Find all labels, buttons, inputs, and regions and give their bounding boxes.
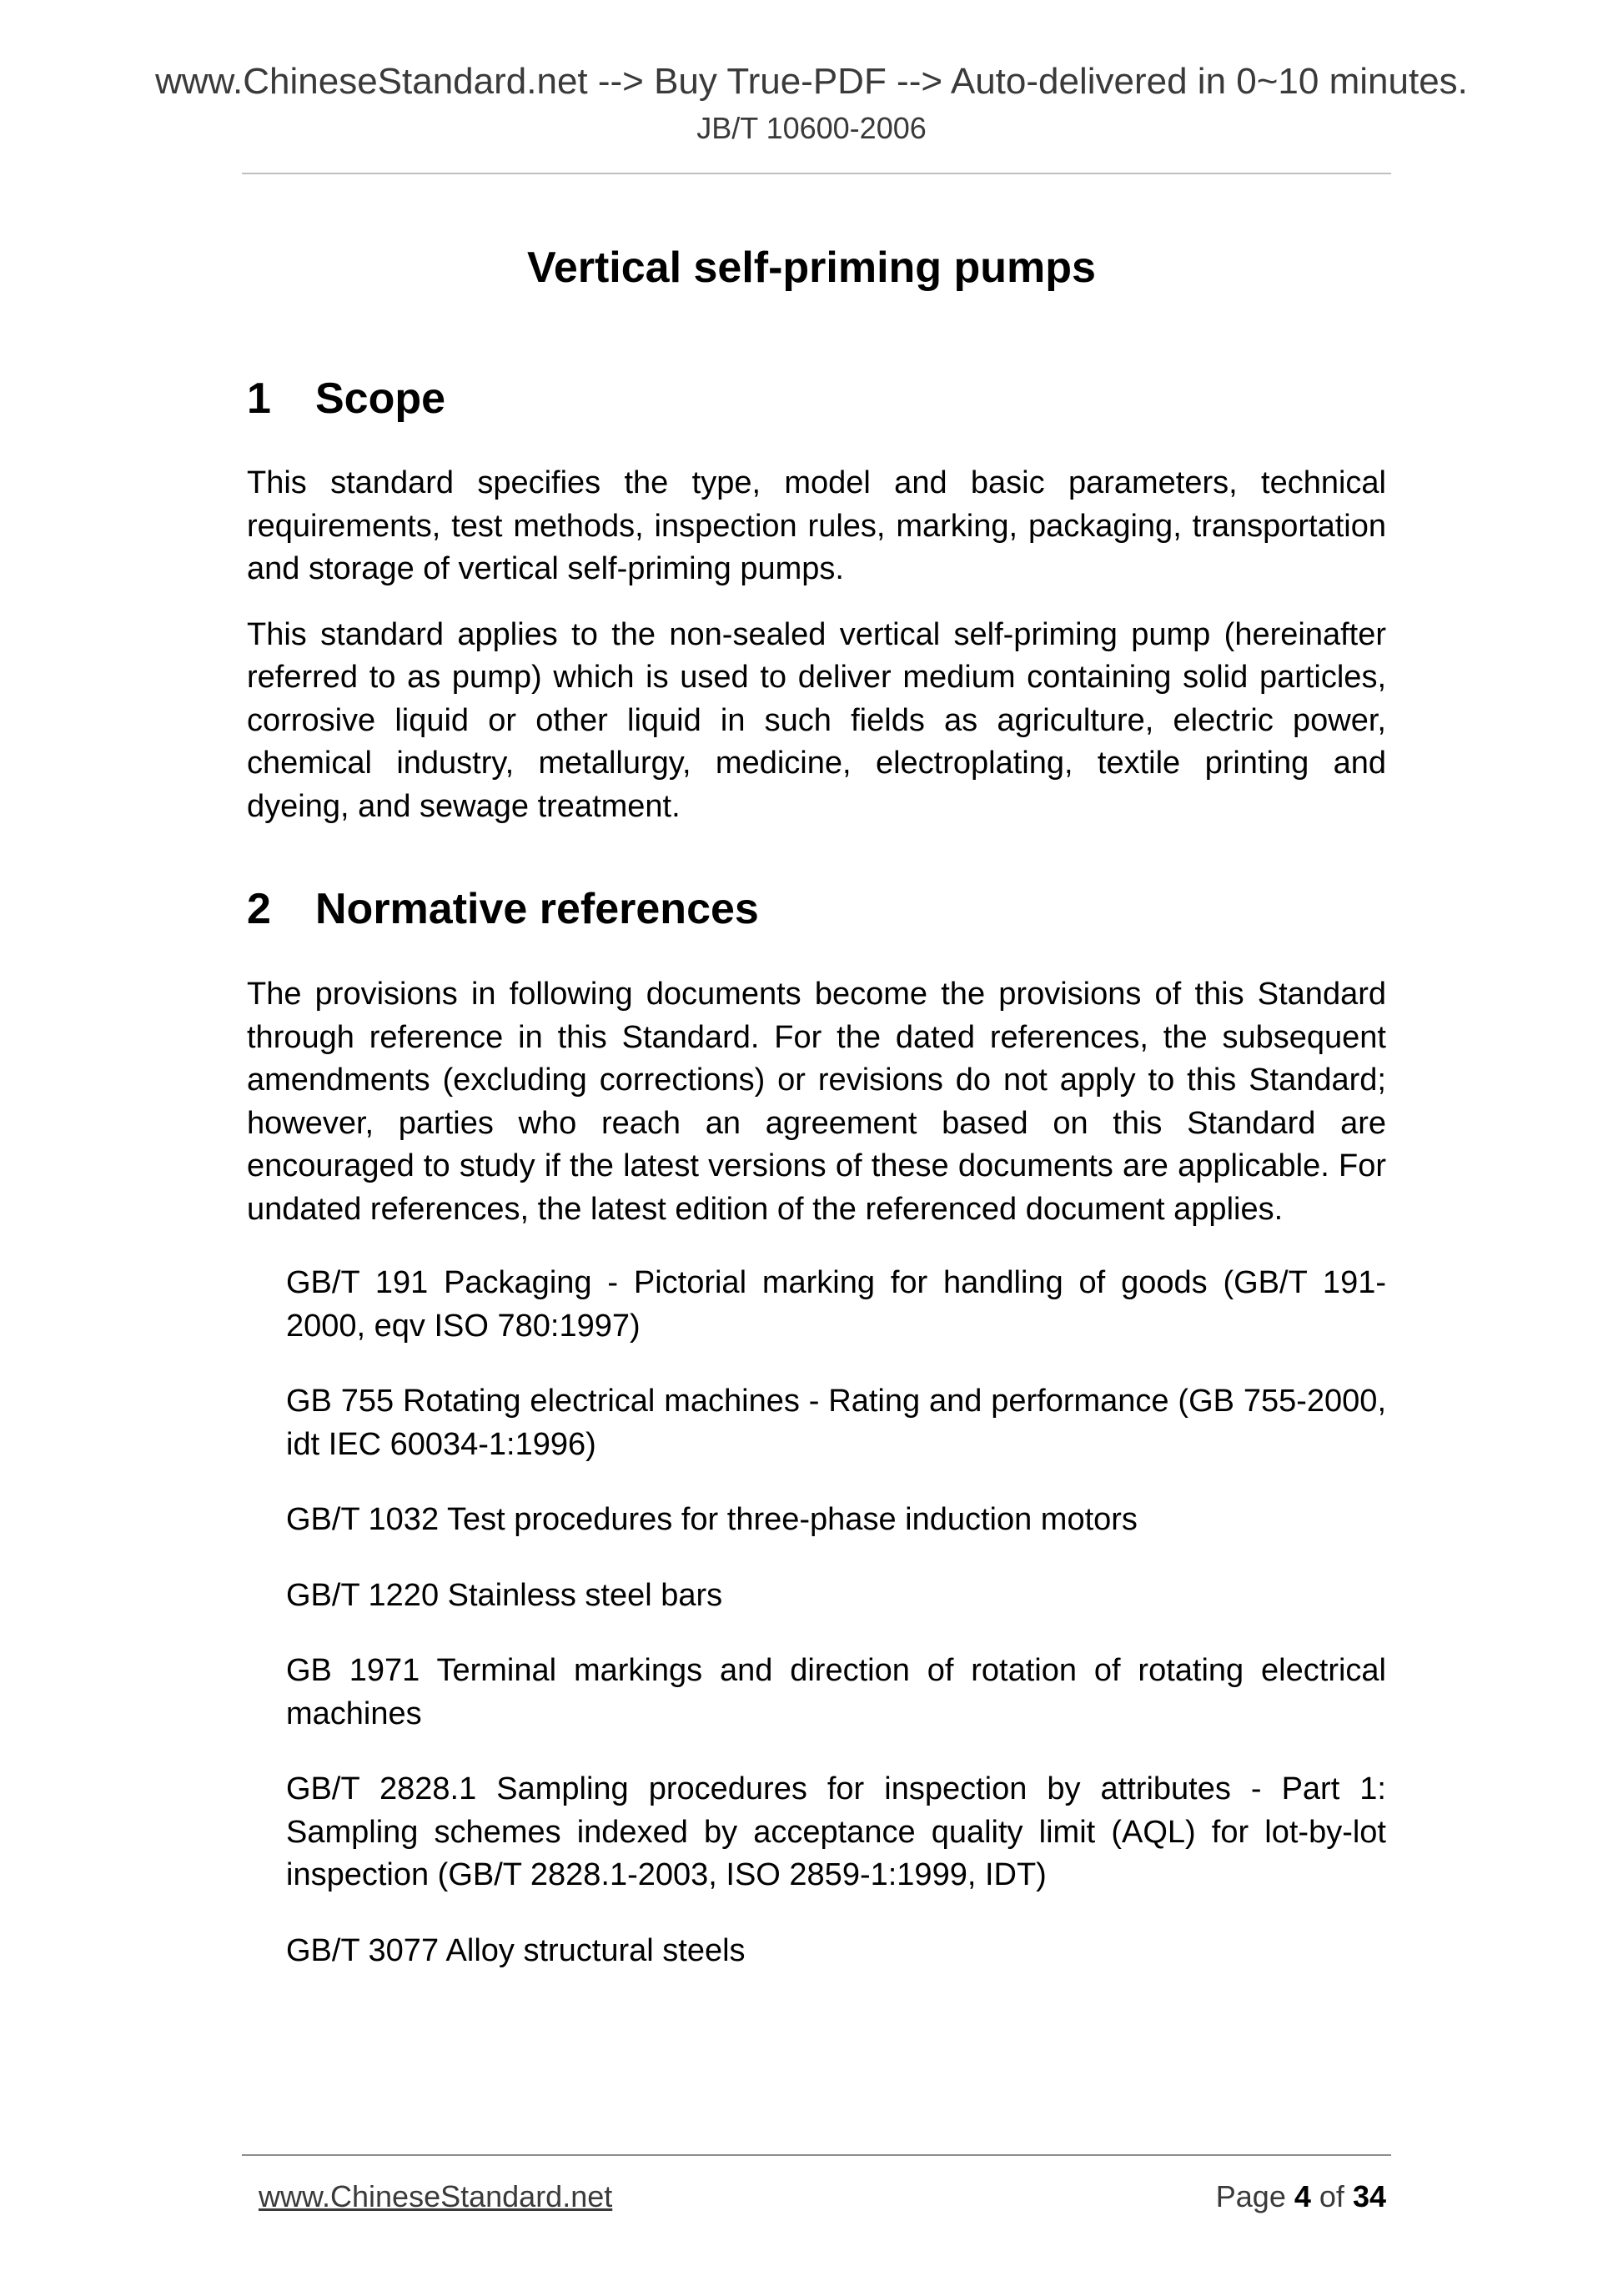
page-indicator xyxy=(1216,2178,1386,2215)
reference-item: GB/T 2828.1 Sampling procedures for inspection by attributes - Part 1: Sampling schemes indexed by acceptance quality limit (AQL) for lot-by-lot inspection (GB/T 2828.1-2003, ISO 2859-1:1999, IDT) xyxy=(286,1771,1386,1892)
reference-item: GB/T 3077 Alloy structural steels xyxy=(286,1932,746,1968)
reference-item: GB/T 191 Packaging - Pictorial marking for handling of goods (GB/T 191-2000, eqv ISO 780:1997) xyxy=(286,1265,1386,1344)
section-heading-normative-references xyxy=(247,882,1386,937)
footer-divider xyxy=(242,2154,1391,2156)
total-pages-number: 34 xyxy=(1352,2179,1386,2213)
scope-paragraph: This standard applies to the non-sealed vertical self-priming pump (hereinafter referred to as pump) which is used to deliver medium containing solid particles, corrosive liquid or other liquid in such fields as agriculture, electric power, chemical industry, metallurgy, medicine, electroplating, textile printing and dyeing, and sewage treatment. xyxy=(247,616,1386,824)
reference-item: GB/T 1032 Test procedures for three-phase induction motors xyxy=(286,1502,1138,1537)
current-page-number: 4 xyxy=(1294,2179,1311,2213)
header-divider xyxy=(242,173,1391,174)
header-banner-text: www.ChineseStandard.net --> Buy True-PDF --> Auto-delivered in 0~10 minutes. xyxy=(155,61,1468,102)
section-title: Scope xyxy=(315,374,446,423)
page-label: Page xyxy=(1215,2179,1286,2213)
reference-item: GB/T 1220 Stainless steel bars xyxy=(286,1577,723,1613)
footer-website-link[interactable]: www.ChineseStandard.net xyxy=(259,2179,613,2213)
section-title: Normative references xyxy=(315,885,759,933)
references-intro-paragraph: The provisions in following documents become the provisions of this Standard through reference in this Standard. For the dated references, the subsequent amendments (excluding corrections) or revisions do not apply to this Standard; however, parties who reach an agreement based on this Standard are encouraged to study if the latest versions of these documents are applicable. For undated references, the latest edition of the referenced document applies. xyxy=(247,977,1386,1227)
section-number: 1 xyxy=(247,374,271,423)
standard-number: JB/T 10600-2006 xyxy=(696,111,927,145)
page-of-label: of xyxy=(1319,2179,1344,2213)
scope-paragraph: This standard specifies the type, model and basic parameters, technical requirements, test methods, inspection rules, marking, packaging, transportation and storage of vertical self-priming pumps. xyxy=(247,465,1386,586)
reference-item: GB 755 Rotating electrical machines - Rating and performance (GB 755-2000, idt IEC 60034-1:1996) xyxy=(286,1384,1386,1462)
document-body xyxy=(247,371,1386,1972)
section-heading-scope xyxy=(247,371,1386,426)
section-number: 2 xyxy=(247,885,271,933)
document-title: Vertical self-priming pumps xyxy=(527,244,1096,292)
page-header xyxy=(0,60,1623,147)
reference-item: GB 1971 Terminal markings and direction of rotation of rotating electrical machines xyxy=(286,1653,1386,1731)
